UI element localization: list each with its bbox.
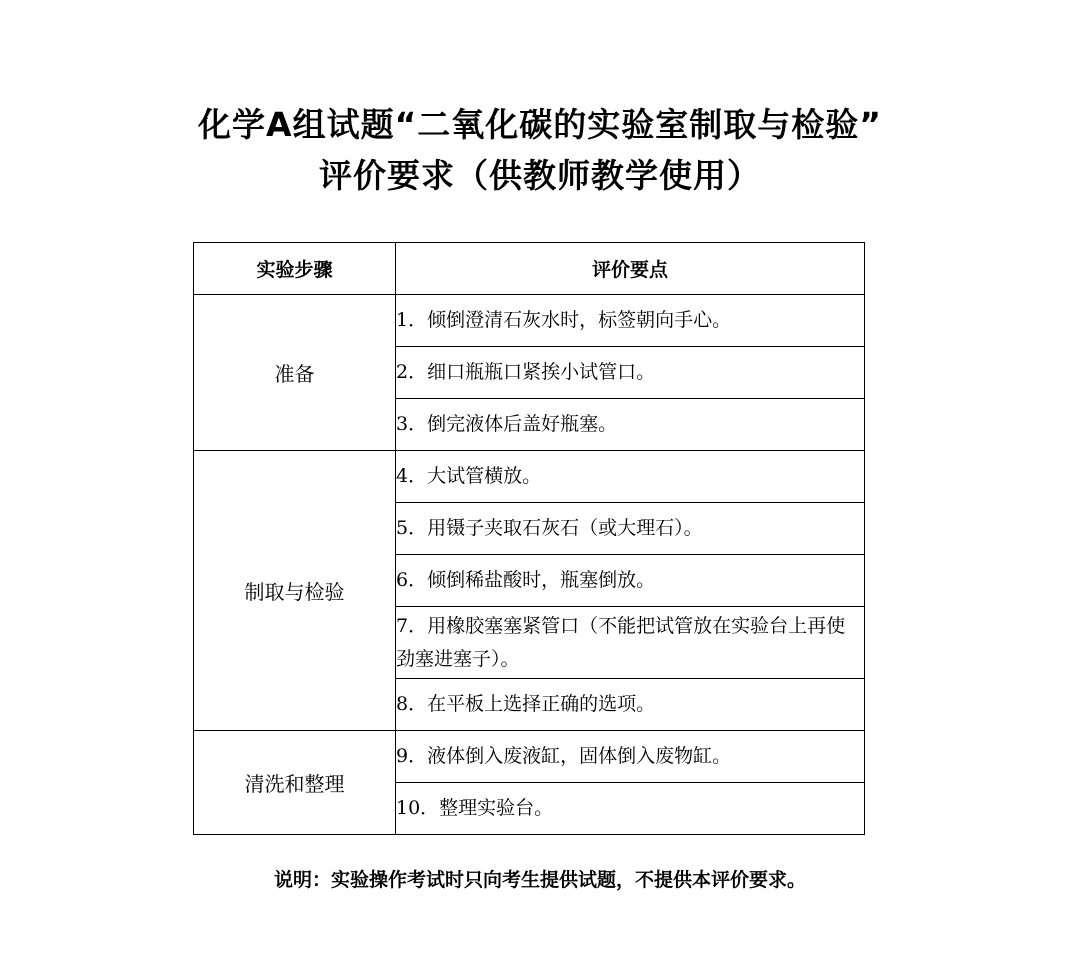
step-cell-clean-up: 清洗和整理	[194, 731, 396, 835]
point-cell-3: 3．倒完液体后盖好瓶塞。	[396, 399, 865, 451]
point-cell-9: 9．液体倒入废液缸，固体倒入废物缸。	[396, 731, 865, 783]
point-cell-7: 7．用橡胶塞塞紧管口（不能把试管放在实验台上再使劲塞进塞子）。	[396, 607, 865, 679]
document-title-line-1: 化学A组试题“二氧化碳的实验室制取与检验”	[198, 105, 882, 144]
point-cell-6: 6．倾倒稀盐酸时，瓶塞倒放。	[396, 555, 865, 607]
point-cell-10: 10．整理实验台。	[396, 783, 865, 835]
table-header-row	[194, 243, 865, 295]
table-row	[194, 731, 865, 783]
document-title-line-2: 评价要求（供教师教学使用）	[319, 156, 761, 195]
step-cell-prepare: 准备	[194, 295, 396, 451]
step-cell-produce-and-test: 制取与检验	[194, 451, 396, 731]
table-row	[194, 451, 865, 503]
point-cell-4: 4．大试管横放。	[396, 451, 865, 503]
point-cell-5: 5．用镊子夹取石灰石（或大理石）。	[396, 503, 865, 555]
table-row	[194, 295, 865, 347]
point-cell-2: 2．细口瓶瓶口紧挨小试管口。	[396, 347, 865, 399]
point-cell-8: 8．在平板上选择正确的选项。	[396, 679, 865, 731]
header-step: 实验步骤	[194, 243, 396, 295]
evaluation-table	[193, 242, 865, 835]
header-point: 评价要点	[396, 243, 865, 295]
footnote: 说明：实验操作考试时只向考生提供试题，不提供本评价要求。	[273, 869, 806, 891]
point-cell-1: 1．倾倒澄清石灰水时，标签朝向手心。	[396, 295, 865, 347]
